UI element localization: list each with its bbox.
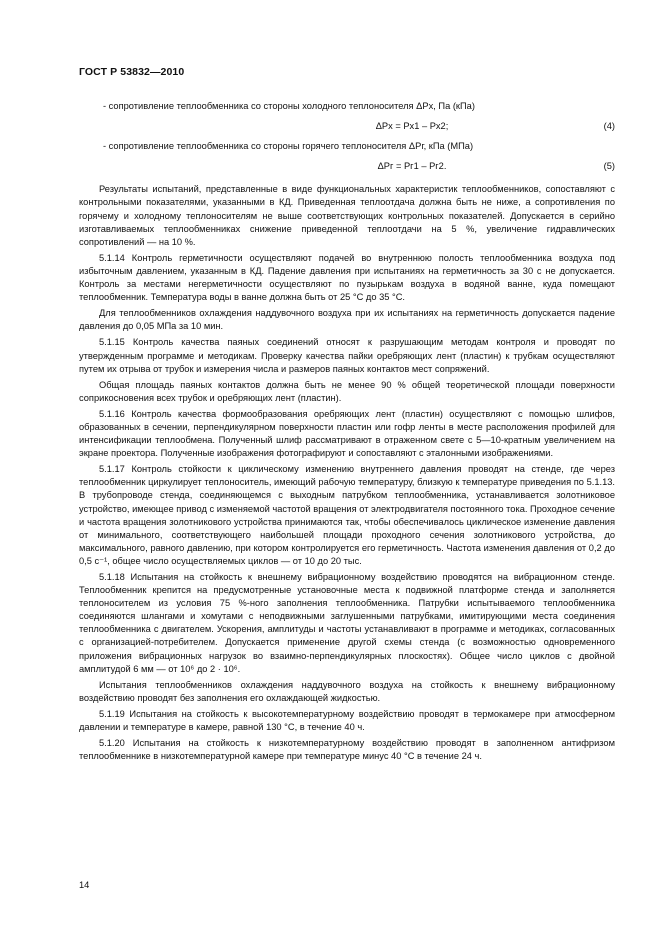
paragraph-charge-air-leak: Для теплообменников охлаждения наддувочного воздуха при их испытаниях на герметичность допускается падение давления до 0,05 МПа за 10 мин. bbox=[79, 308, 615, 332]
paragraph-5-1-20: 5.1.20 Испытания на стойкость к низкотемпературному воздействию проводят в заполненном антифризом теплообменнике в низкотемпературной камере при температуре минус 40 °С в течение 24 ч. bbox=[79, 738, 615, 762]
formula-4-number: (4) bbox=[603, 121, 615, 132]
formula-5-expression: ΔPг = Pг1 – Pг2. bbox=[377, 161, 447, 172]
paragraph-5-1-19: 5.1.19 Испытания на стойкость к высокотемпературному воздействию проводят в термокамере при атмосферном давлении и температуре в камере, равной 130 °С, в течение 40 ч. bbox=[79, 708, 615, 733]
paragraph-5-1-15: 5.1.15 Контроль качества паяных соединений относят к разрушающим методам контроля и проводят по утвержденным программе и методикам. Проверку качества пайки оребряющих лент (пластин) к трубкам осуществляют путем их отрыва от трубок и измерения числа и размеров паяных контактов мест сопряжений. bbox=[79, 337, 615, 374]
list-item-cold-resistance: - сопротивление теплообменника со стороны холодного теплоносителя ΔPх, Па (кПа) bbox=[103, 101, 475, 111]
paragraph-contact-area: Общая площадь паяных контактов должна быть не менее 90 % общей теоретической площади поверхности соприкосновения всех трубок и оребряющих лент (пластин). bbox=[79, 379, 615, 403]
formula-5-number: (5) bbox=[603, 161, 615, 172]
paragraph-5-1-17: 5.1.17 Контроль стойкости к циклическому изменению внутреннего давления проводят на стенде, где через теплообменник циркулирует теплоноситель, имеющий рабочую температуру, близкую к температуре приведения по 5.1.13. В трубопроводе стенда, соединяющемся с выходным патрубком теплообменника, устанавливается золотниковое устройство, имеющее привод с изменяемой частотой вращения от электродвигателя постоянного тока. Проходное сечение и частота вращения золотникового устройства принимаются так, чтобы обеспечивалось циклическое изменение давления от минимального, соответствующего наибольшей площади проходного сечения золотникового устройства, до максимального, равного давлению, при котором контролируется его герметичность. Частота изменения давления от 0,2 до 0,5 с⁻¹, общее число осуществляемых циклов — от 10 до 20 тыс. bbox=[79, 464, 615, 566]
paragraph-charge-air-vibration: Испытания теплообменников охлаждения наддувочного воздуха на стойкость к внешнему вибрационному воздействию проводят без заполнения его охлаждающей жидкостью. bbox=[79, 679, 615, 703]
paragraph-5-1-14: 5.1.14 Контроль герметичности осуществляют подачей во внутреннюю полость теплообменника воздуха под избыточным давлением, указанным в КД. Падение давления при испытаниях на герметичность за 30 с не допускается. Контроль за местами негерметичности осуществляют по пузырькам воздуха в водяной ванне, куда помещают теплообменник. Температура воды в ванне должна быть от 25 °С до 35 °С. bbox=[79, 252, 615, 303]
list-item-hot-resistance: - сопротивление теплообменника со стороны горячего теплоносителя ΔPг, кПа (МПа) bbox=[103, 141, 474, 152]
formula-4-expression: ΔPх = Pх1 – Pх2; bbox=[375, 121, 449, 132]
paragraph-5-1-16: 5.1.16 Контроль качества формообразования оребряющих лент (пластин) осуществляют с помощью шлифов, образованных в сечении, перпендикулярном поверхности пластин или гофр ленты в месте расположения профилей для интенсификации теплообмена. Полученный шлиф рассматривают в отраженном свете с 5—10-кратным увеличением на экране проектора. Полученные изображения фотографируют и сопоставляют с эталонными изображениями. bbox=[79, 408, 615, 459]
page-number: 14 bbox=[79, 880, 90, 890]
paragraph-results: Результаты испытаний, представленные в виде функциональных характеристик теплообменников, сопоставляют с контрольными показателями, указанными в КД. Приведенная теплоотдача должна быть не ниже, а сопротивления по горячему и холодному теплоносителям не выше соответствующих контрольных показателей. Допускается в серийно изготавливаемых теплообменниках снижение приведенной теплоотдачи на 5 %, увеличение гидравлических сопротивлений — на 10 %. bbox=[79, 184, 615, 247]
document-body bbox=[79, 100, 615, 763]
formula-4 bbox=[79, 120, 615, 133]
formula-5 bbox=[79, 160, 615, 173]
standard-header: ГОСТ Р 53832—2010 bbox=[79, 66, 185, 78]
paragraph-5-1-18: 5.1.18 Испытания на стойкость к внешнему вибрационному воздействию проводятся на вибрационном стенде. Теплообменник крепится на предусмотренные установочные места к подвижной платформе стенда и заполняется теплоносителем из условия 75 %-ного заполнения теплообменника. Патрубки испытываемого теплообменника соединяются шлангами и хомутами с неподвижными заглушенными патрубками, имитирующими места соединения теплообменника с двигателем. Ускорения, амплитуды и частоты устанавливают в программе и методиках, согласованных с организацией-потребителем. Допускается применение другой схемы стенда (с возможностью одновременного приложения вибрационных нагрузок во взаимно-перпендикулярных плоскостях). Общее число циклов с двойной амплитудой 6 мм — от 10⁶ до 2 · 10⁶. bbox=[79, 572, 615, 674]
